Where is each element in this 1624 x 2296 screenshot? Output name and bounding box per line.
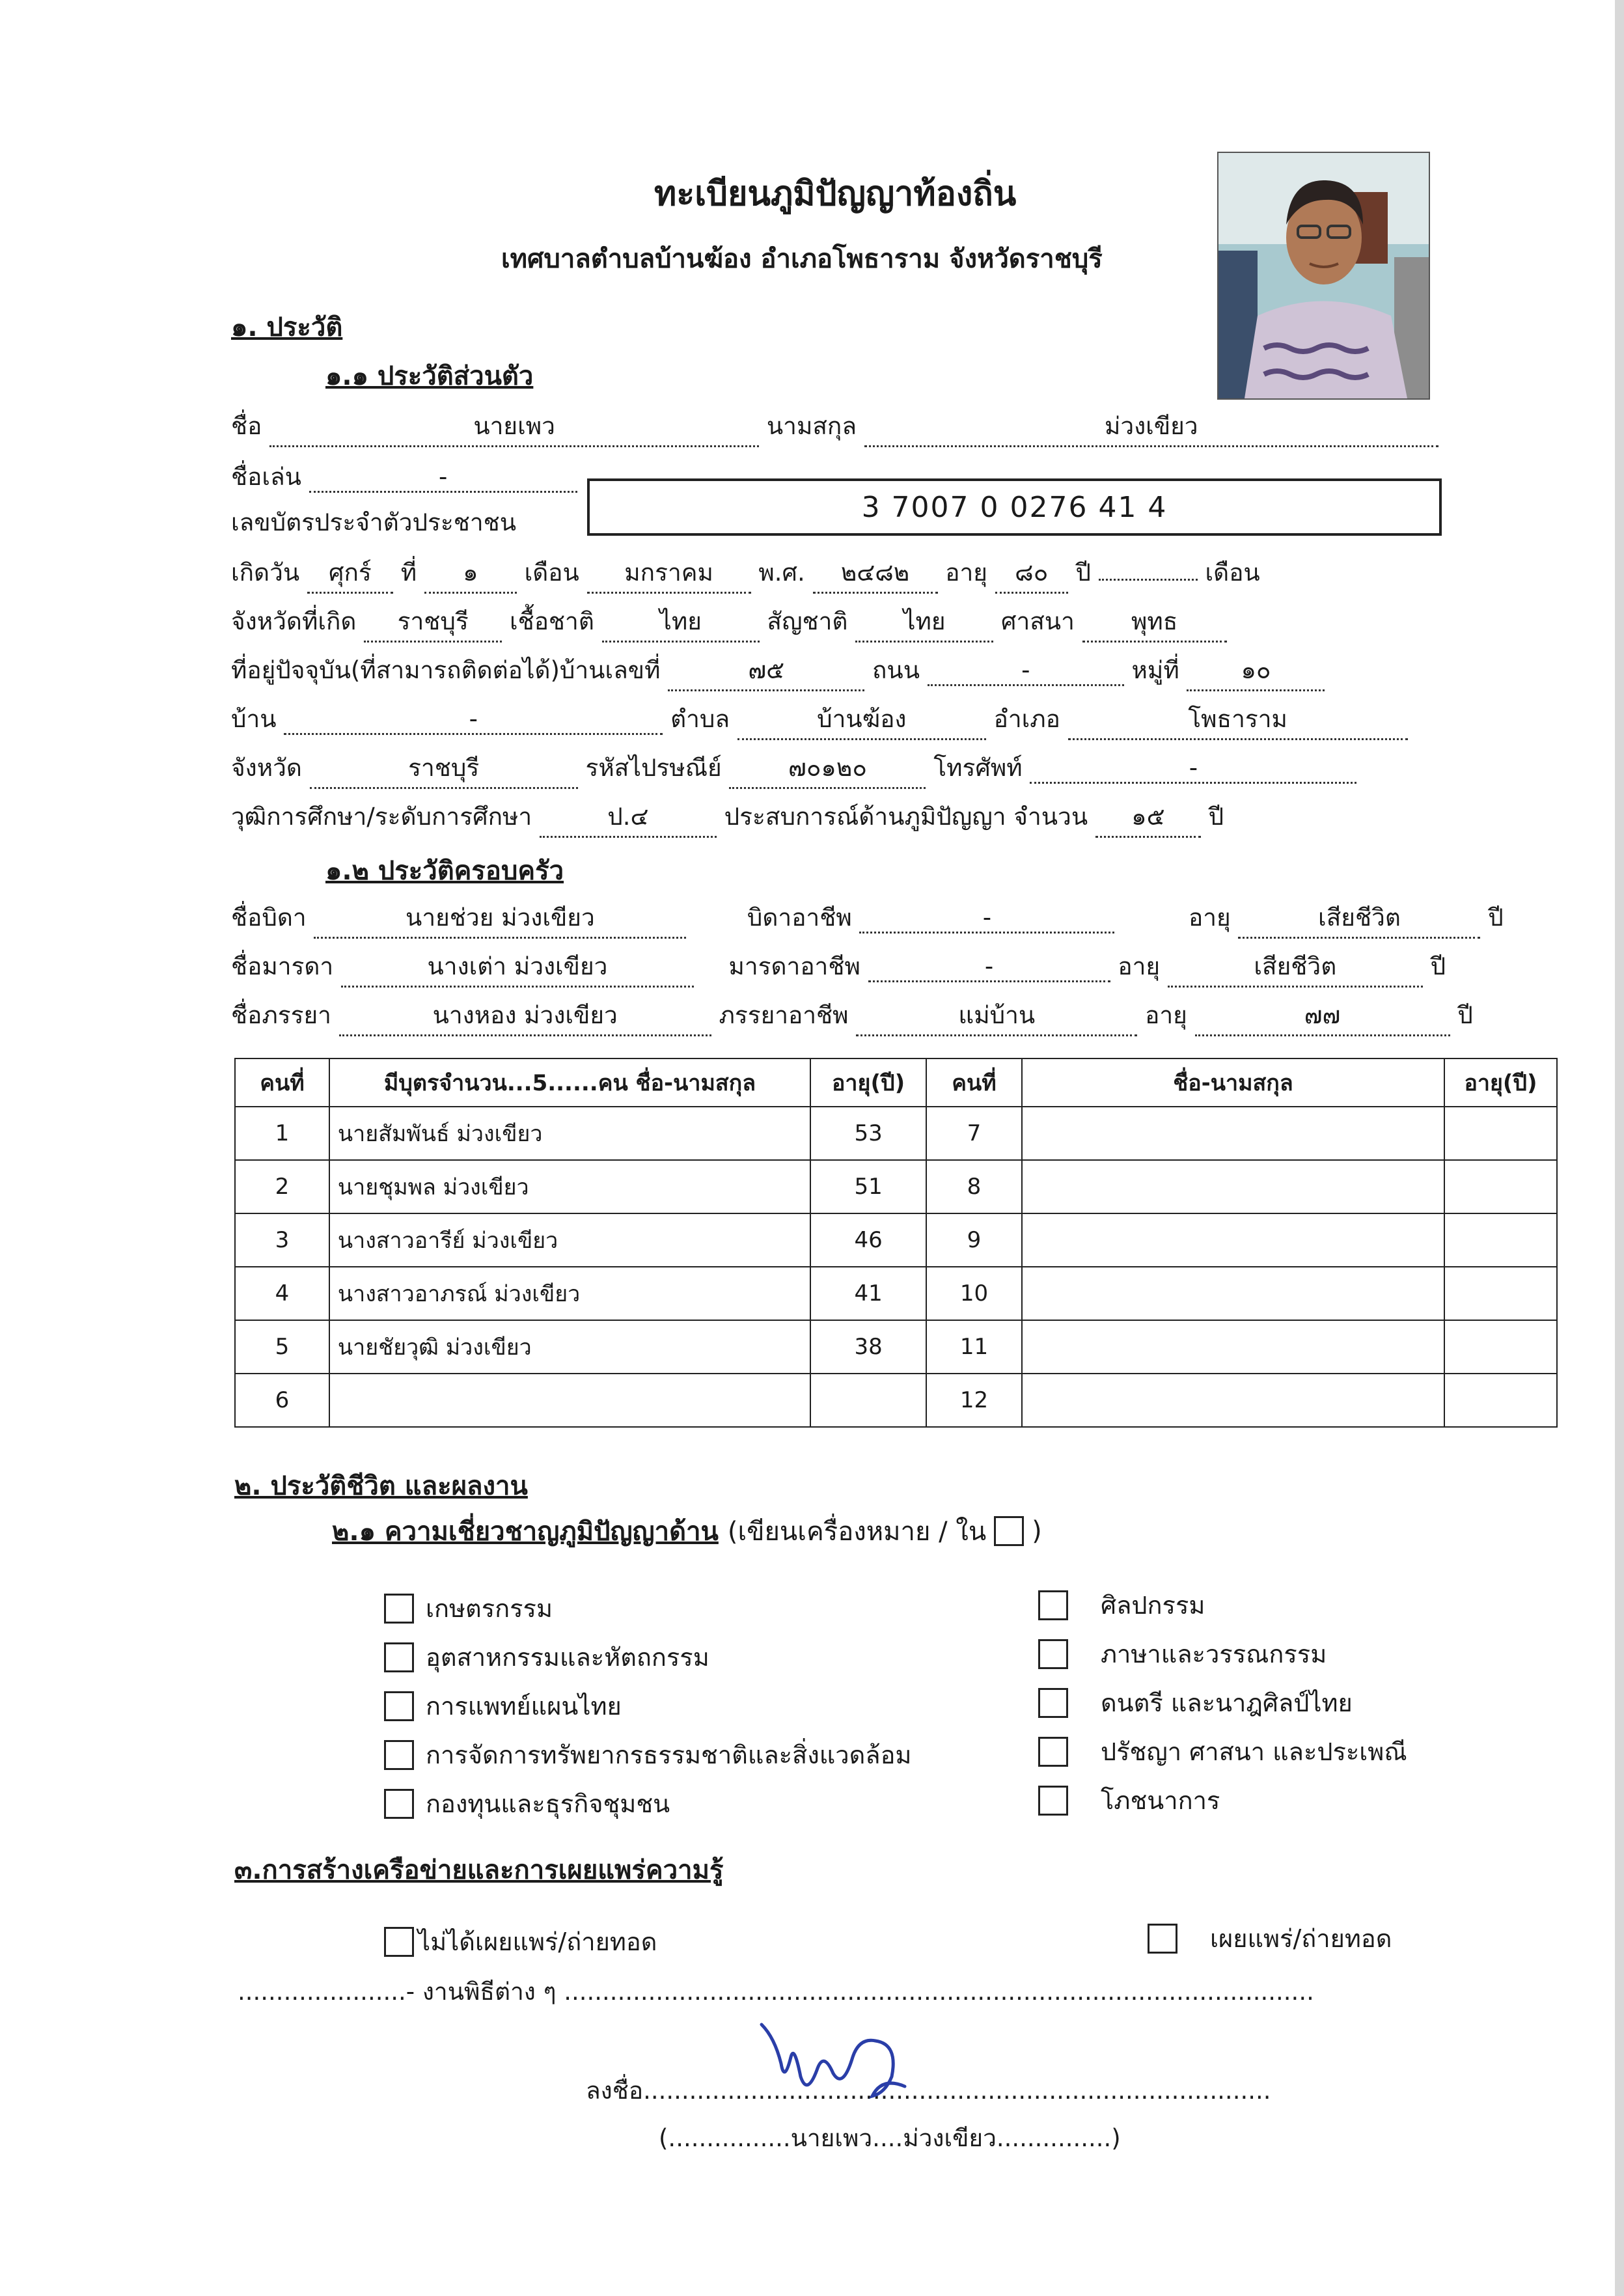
wife-job-value: แม่บ้าน <box>856 996 1137 1036</box>
age-label: อายุ <box>945 559 987 587</box>
option-label: ดนตรี และนาฎศิลป์ไทย <box>1101 1689 1353 1717</box>
cell-no-2: 7 <box>926 1107 1022 1160</box>
cell-name: นายชุมพล ม่วงเขียว <box>329 1160 810 1213</box>
phone-value: - <box>1030 754 1356 784</box>
month-value: มกราคม <box>587 553 751 594</box>
race-value: ไทย <box>602 602 760 643</box>
section-1-2-heading: ๑.๒ ประวัติครอบครัว <box>325 856 564 886</box>
checkbox-icon[interactable] <box>384 1789 414 1819</box>
handwritten-signature-icon <box>755 2012 924 2109</box>
expertise-option-agriculture[interactable] <box>384 1588 553 1628</box>
cell-name: นางสาวอาภรณ์ ม่วงเขียว <box>329 1267 810 1320</box>
father-job-value: - <box>859 904 1114 934</box>
cell-no: 6 <box>235 1374 329 1427</box>
expertise-option-resources[interactable] <box>384 1735 911 1775</box>
cell-no: 5 <box>235 1320 329 1374</box>
checkbox-icon[interactable] <box>384 1594 414 1624</box>
moo-value: ๑๐ <box>1187 651 1325 691</box>
nickname-value: - <box>309 463 577 493</box>
option-label: เผยแพร่/ถ่ายทอด <box>1210 1924 1392 1953</box>
header-no: คนที่ <box>235 1058 329 1107</box>
surname-label: นามสกุล <box>766 412 857 440</box>
header-age: อายุ(ปี) <box>810 1058 926 1107</box>
age-value: ๘๐ <box>995 553 1068 594</box>
surname-value: ม่วงเขียว <box>864 407 1438 447</box>
cell-age <box>810 1374 926 1427</box>
option-label: ปรัชญา ศาสนา และประเพณี <box>1101 1737 1407 1766</box>
signature-line <box>586 2071 1271 2110</box>
expertise-option-industry[interactable] <box>384 1637 709 1677</box>
expertise-option-community-fund[interactable] <box>384 1784 670 1823</box>
experience-label: ประสบการณ์ด้านภูมิปัญญา จำนวน <box>724 803 1088 831</box>
cell-no: 2 <box>235 1160 329 1213</box>
expertise-option-language[interactable] <box>1038 1634 1327 1674</box>
cell-age-2 <box>1444 1320 1557 1374</box>
option-label: การจัดการทรัพยากรธรรมชาติและสิ่งแวดล้อม <box>426 1741 912 1769</box>
subdistrict-value: บ้านฆ้อง <box>737 700 986 740</box>
father-age-value: เสียชีวิต <box>1238 898 1480 939</box>
religion-value: พุทธ <box>1082 602 1227 643</box>
education-row <box>231 797 1224 838</box>
header-age-2: อายุ(ปี) <box>1444 1058 1557 1107</box>
expertise-option-arts[interactable] <box>1038 1585 1205 1625</box>
table-row <box>235 1160 1557 1213</box>
wife-value: นางหอง ม่วงเขียว <box>339 996 711 1036</box>
cell-age-2 <box>1444 1267 1557 1320</box>
signature-printed-name: (................นายเพว....ม่วงเขียว...............) <box>659 2124 1121 2152</box>
form-title: ทะเบียนภูมิปัญญาท้องถิ่น <box>654 174 1017 214</box>
mother-age-label: อายุ <box>1118 952 1161 980</box>
cell-name: นางสาวอารีย์ ม่วงเขียว <box>329 1213 810 1267</box>
cell-name-2 <box>1022 1107 1444 1160</box>
expertise-option-nutrition[interactable] <box>1038 1780 1220 1820</box>
race-label: เชื้อชาติ <box>509 607 594 635</box>
year-value: ๒๔๘๒ <box>813 553 938 594</box>
village-value: - <box>284 705 663 735</box>
section-1-1-heading: ๑.๑ ประวัติส่วนตัว <box>325 361 534 391</box>
cell-name-2 <box>1022 1213 1444 1267</box>
section-2-1-heading: ๒.๑ ความเชี่ยวชาญภูมิปัญญาด้าน <box>332 1517 719 1547</box>
born-label: เกิดวัน <box>231 559 300 587</box>
mother-age-value: เสียชีวิต <box>1168 947 1423 988</box>
cell-no-2: 10 <box>926 1267 1022 1320</box>
expertise-option-philosophy[interactable] <box>1038 1732 1407 1771</box>
district-label: อำเภอ <box>993 705 1060 733</box>
address-label: ที่อยู่ปัจจุบัน(ที่สามารถติดต่อได้)บ้านเลขที่ <box>231 656 661 684</box>
checkbox-icon[interactable] <box>384 1691 414 1721</box>
road-label: ถนน <box>872 656 920 684</box>
name-label: ชื่อ <box>231 412 262 440</box>
children-table-header <box>235 1058 1557 1107</box>
section-3-heading: ๓.การสร้างเครือข่ายและการเผยแพร่ความรู้ <box>234 1855 724 1885</box>
events-line: ......................- งานพิธีต่าง ๆ .................................................................................................. <box>238 1978 1314 2006</box>
checkbox-icon[interactable] <box>1038 1639 1068 1669</box>
option-not-published[interactable] <box>384 1922 657 1961</box>
age-months-value <box>1099 579 1198 581</box>
section-2-1-line <box>332 1510 1042 1552</box>
father-job-label: บิดาอาชีพ <box>747 904 852 932</box>
option-label: เกษตรกรรม <box>426 1594 553 1623</box>
contact-row <box>231 749 1356 789</box>
mother-age-unit: ปี <box>1430 952 1446 980</box>
cell-no: 3 <box>235 1213 329 1267</box>
checkbox-icon[interactable] <box>384 1927 414 1957</box>
header-children-count: มีบุตรจำนวน...5......คน ชื่อ-นามสกุล <box>329 1058 810 1107</box>
cell-age: 46 <box>810 1213 926 1267</box>
postcode-value: ๗๐๑๒๐ <box>729 749 926 789</box>
origin-row <box>231 602 1227 643</box>
name-row <box>231 407 1438 447</box>
expertise-option-music[interactable] <box>1038 1683 1353 1722</box>
wife-row <box>231 996 1473 1036</box>
expertise-option-thai-medicine[interactable] <box>384 1686 622 1726</box>
name-value: นายเพว <box>269 407 759 447</box>
signature-dots: .................................................................................. <box>643 2077 1271 2105</box>
experience-unit: ปี <box>1208 803 1224 831</box>
checkbox-icon[interactable] <box>1038 1786 1068 1816</box>
option-label: กองทุนและธุรกิจชุมชน <box>426 1790 670 1818</box>
birth-row <box>231 553 1260 594</box>
cell-age: 38 <box>810 1320 926 1374</box>
table-row <box>235 1213 1557 1267</box>
experience-value: ๑๕ <box>1095 797 1201 838</box>
address-row <box>231 651 1325 691</box>
scan-edge <box>1615 0 1624 2296</box>
cell-name-2 <box>1022 1374 1444 1427</box>
cell-name-2 <box>1022 1267 1444 1320</box>
birth-province-label: จังหวัดที่เกิด <box>231 607 357 635</box>
education-value: ป.๔ <box>540 797 717 838</box>
header-no-2: คนที่ <box>926 1058 1022 1107</box>
form-subtitle: เทศบาลตำบลบ้านฆ้อง อำเภอโพธาราม จังหวัดราชบุรี <box>501 244 1103 274</box>
mother-row <box>231 947 1446 988</box>
cell-age: 41 <box>810 1267 926 1320</box>
year-label: พ.ศ. <box>758 559 805 587</box>
born-day-value: ศุกร์ <box>307 553 393 594</box>
option-label: อุตสาหกรรมและหัตถกรรม <box>426 1643 709 1672</box>
table-row <box>235 1374 1557 1427</box>
instruction-close: ) <box>1032 1516 1042 1546</box>
month-label: เดือน <box>524 559 579 587</box>
option-label: ศิลปกรรม <box>1101 1591 1205 1620</box>
checkbox-icon[interactable] <box>1038 1737 1068 1767</box>
children-table <box>234 1058 1558 1428</box>
checkbox-icon[interactable] <box>1038 1688 1068 1718</box>
cell-name <box>329 1374 810 1427</box>
subdistrict-label: ตำบล <box>670 705 730 733</box>
cell-name-2 <box>1022 1320 1444 1374</box>
cell-no: 4 <box>235 1267 329 1320</box>
sample-checkbox-icon <box>994 1516 1024 1546</box>
religion-label: ศาสนา <box>1000 607 1075 635</box>
checkbox-icon[interactable] <box>1038 1590 1068 1620</box>
cell-age: 51 <box>810 1160 926 1213</box>
nickname-row <box>231 458 577 496</box>
years-unit: ปี <box>1075 559 1091 587</box>
wife-age-value: ๗๗ <box>1195 996 1450 1036</box>
wife-job-label: ภรรยาอาชีพ <box>719 1001 849 1029</box>
nationality-value: ไทย <box>855 602 993 643</box>
mother-label: ชื่อมารดา <box>231 952 334 980</box>
nationality-label: สัญชาติ <box>767 607 848 635</box>
table-row <box>235 1267 1557 1320</box>
cell-age-2 <box>1444 1213 1557 1267</box>
months-unit: เดือน <box>1205 559 1260 587</box>
house-no-value: ๗๕ <box>668 651 864 691</box>
cell-no: 1 <box>235 1107 329 1160</box>
signature-label: ลงชื่อ <box>586 2077 644 2105</box>
id-number-box: 3 7007 0 0276 41 4 <box>587 478 1442 536</box>
option-label: ไม่ได้เผยแพร่/ถ่ายทอด <box>418 1928 657 1956</box>
instruction-text: (เขียนเครื่องหมาย / ใน <box>727 1517 987 1547</box>
father-value: นายช่วย ม่วงเขียว <box>314 898 686 939</box>
option-label: การแพทย์แผนไทย <box>426 1692 622 1721</box>
wife-age-label: อายุ <box>1145 1001 1187 1029</box>
checkbox-icon[interactable] <box>384 1740 414 1770</box>
table-row <box>235 1320 1557 1374</box>
phone-label: โทรศัพท์ <box>933 754 1023 782</box>
father-label: ชื่อบิดา <box>231 904 307 932</box>
table-row <box>235 1107 1557 1160</box>
cell-no-2: 12 <box>926 1374 1022 1427</box>
option-label: โภชนาการ <box>1101 1786 1220 1815</box>
village-label: บ้าน <box>231 705 277 733</box>
cell-no-2: 8 <box>926 1160 1022 1213</box>
mother-job-value: - <box>868 952 1110 982</box>
cell-no-2: 11 <box>926 1320 1022 1374</box>
locality-row <box>231 700 1408 740</box>
date-label: ที่ <box>400 559 417 587</box>
father-row <box>231 898 1504 939</box>
cell-name-2 <box>1022 1160 1444 1213</box>
checkbox-icon[interactable] <box>384 1642 414 1672</box>
cell-age-2 <box>1444 1374 1557 1427</box>
father-age-label: อายุ <box>1189 904 1231 932</box>
person-photo-icon <box>1217 152 1430 400</box>
district-value: โพธาราม <box>1068 700 1408 740</box>
moo-label: หมู่ที่ <box>1131 656 1179 684</box>
birth-province-value: ราชบุรี <box>364 602 502 643</box>
cell-no-2: 9 <box>926 1213 1022 1267</box>
id-label: เลขบัตรประจำตัวประชาชน <box>231 508 517 536</box>
cell-age-2 <box>1444 1107 1557 1160</box>
mother-job-label: มารดาอาชีพ <box>728 952 860 980</box>
province-value: ราชบุรี <box>310 749 578 789</box>
father-age-unit: ปี <box>1488 904 1504 932</box>
option-published[interactable] <box>1148 1918 1392 1958</box>
province-label: จังหวัด <box>231 754 302 782</box>
wife-age-unit: ปี <box>1457 1001 1473 1029</box>
cell-name: นายสัมพันธ์ ม่วงเขียว <box>329 1107 810 1160</box>
wife-label: ชื่อภรรยา <box>231 1001 331 1029</box>
cell-name: นายชัยวุฒิ ม่วงเขียว <box>329 1320 810 1374</box>
mother-value: นางเต่า ม่วงเขียว <box>341 947 694 988</box>
section-1-heading: ๑. ประวัติ <box>231 312 343 342</box>
cell-age-2 <box>1444 1160 1557 1213</box>
cell-age: 53 <box>810 1107 926 1160</box>
checkbox-icon[interactable] <box>1148 1924 1177 1954</box>
date-value: ๑ <box>424 553 517 594</box>
postcode-label: รหัสไปรษณีย์ <box>585 754 722 782</box>
nickname-label: ชื่อเล่น <box>231 463 301 491</box>
education-label: วุฒิการศึกษา/ระดับการศึกษา <box>231 803 532 831</box>
header-name-2: ชื่อ-นามสกุล <box>1022 1058 1444 1107</box>
section-2-heading: ๒. ประวัติชีวิต และผลงาน <box>234 1471 528 1501</box>
option-label: ภาษาและวรรณกรรม <box>1101 1640 1327 1668</box>
road-value: - <box>928 656 1124 686</box>
